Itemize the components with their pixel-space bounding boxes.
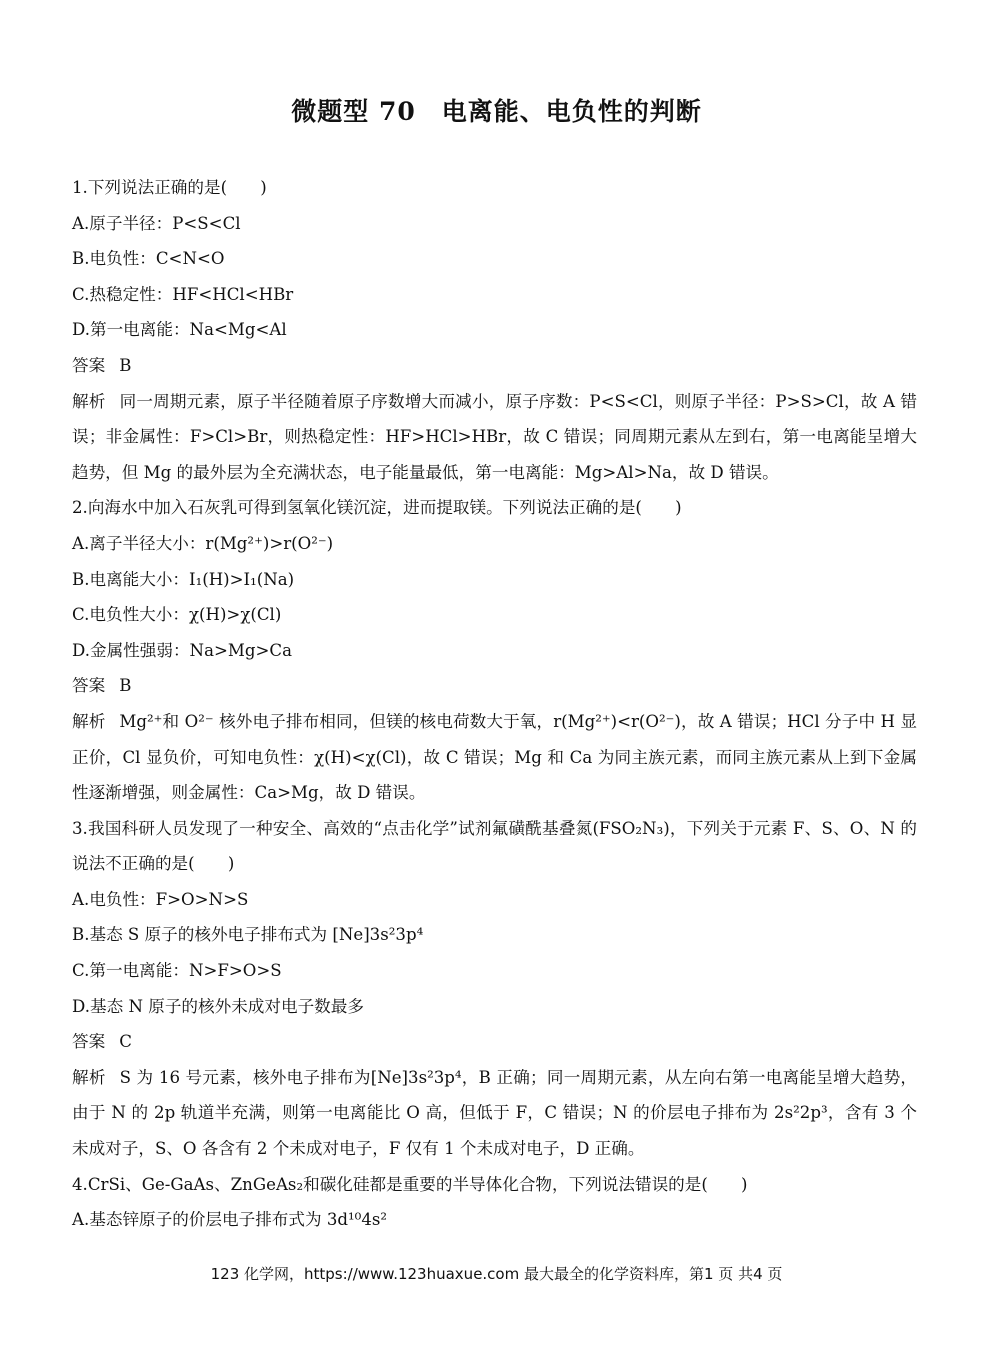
analysis-label: 解析 xyxy=(72,1067,106,1087)
answer-label: 答案 xyxy=(72,676,106,696)
q1-option-d: D.第一电离能：Na<Mg<Al xyxy=(72,320,287,340)
q2-option-d: D.金属性强弱：Na>Mg>Ca xyxy=(72,640,292,660)
q3-answer-value: C xyxy=(119,1032,132,1052)
analysis-label: 解析 xyxy=(72,391,106,411)
q2-option-a: A.离子半径大小：r(Mg²⁺)>r(O²⁻) xyxy=(72,533,334,553)
q1-stem: 1.下列说法正确的是( ) xyxy=(72,178,267,197)
page-footer: 123 化学网，https://www.123huaxue.com 最大最全的化学资料库，第1 页 共4 页 xyxy=(210,1265,783,1283)
q3-analysis xyxy=(72,1060,917,1167)
q3-option-d: D.基态 N 原子的核外未成对电子数最多 xyxy=(72,996,364,1016)
q2-option-b: B.电离能大小：I₁(H)>I₁(Na) xyxy=(72,569,295,589)
q4-option-a: A.基态锌原子的价层电子排布式为 3d¹⁰4s² xyxy=(72,1210,388,1230)
q4-stem: 4.CrSi、Ge-GaAs、ZnGeAs₂和碳化硅都是重要的半导体化合物，下列说法错误的是( ) xyxy=(72,1174,748,1194)
q3-option-b: B.基态 S 原子的核外电子排布式为 [Ne]3s²3p⁴ xyxy=(72,925,424,945)
document-body xyxy=(72,170,917,1238)
q1-option-c: C.热稳定性：HF<HCl<HBr xyxy=(72,284,294,304)
analysis-label: 解析 xyxy=(72,711,106,731)
q2-answer xyxy=(72,668,917,704)
q1-answer-value: B xyxy=(119,355,132,375)
q3-analysis-text: S 为 16 号元素，核外电子排布为[Ne]3s²3p⁴，B 正确；同一周期元素，从左向右第一电离能呈增大趋势，由于 N 的 2p 轨道半充满，则第一电离能比 O 高，但低于 F，C 错误；N 的价层电子排布为 2s²2p³，含有 3 个未成对子，S、O 各含有 2 个未成对电子，F 仅有 1 个未成对电子，D 正确。 xyxy=(72,1067,917,1159)
q2-analysis xyxy=(72,704,917,811)
q1-option-b: B.电负性：C<N<O xyxy=(72,249,225,269)
q1-option-a: A.原子半径：P<S<Cl xyxy=(72,213,241,233)
q3-option-a: A.电负性：F>O>N>S xyxy=(72,889,249,909)
answer-label: 答案 xyxy=(72,355,106,375)
answer-label: 答案 xyxy=(72,1032,106,1052)
q2-stem: 2.向海水中加入石灰乳可得到氢氧化镁沉淀，进而提取镁。下列说法正确的是( ) xyxy=(72,498,682,518)
q1-analysis xyxy=(72,384,917,491)
q2-answer-value: B xyxy=(119,676,132,696)
page-title: 微题型 70 电离能、电负性的判断 xyxy=(291,97,702,126)
q1-answer xyxy=(72,348,917,384)
q3-answer xyxy=(72,1024,917,1060)
q3-stem: 3.我国科研人员发现了一种安全、高效的“点击化学”试剂氟磺酰基叠氮(FSO₂N₃)，下列关于元素 F、S、O、N 的说法不正确的是( ) xyxy=(72,818,917,874)
q2-analysis-text: Mg²⁺和 O²⁻ 核外电子排布相同，但镁的核电荷数大于氧，r(Mg²⁺)<r(O²⁻)，故 A 错误；HCl 分子中 H 显正价，Cl 显负价，可知电负性：χ(H)<χ(Cl)，故 C 错误；Mg 和 Ca 为同主族元素，而同主族元素从上到下金属性逐渐增强，则金属性：Ca>Mg，故 D 错误。 xyxy=(72,711,918,803)
q2-option-c: C.电负性大小：χ(H)>χ(Cl) xyxy=(72,605,282,625)
q3-option-c: C.第一电离能：N>F>O>S xyxy=(72,961,282,981)
q1-analysis-text: 同一周期元素，原子半径随着原子序数增大而减小，原子序数：P<S<Cl，则原子半径：P>S>Cl，故 A 错误；非金属性：F>Cl>Br，则热稳定性：HF>HCl>HBr，故 C 错误；同周期元素从左到右，第一电离能呈增大趋势，但 Mg 的最外层为全充满状态，电子能量最低，第一电离能：Mg>Al>Na，故 D 错误。 xyxy=(72,391,918,482)
